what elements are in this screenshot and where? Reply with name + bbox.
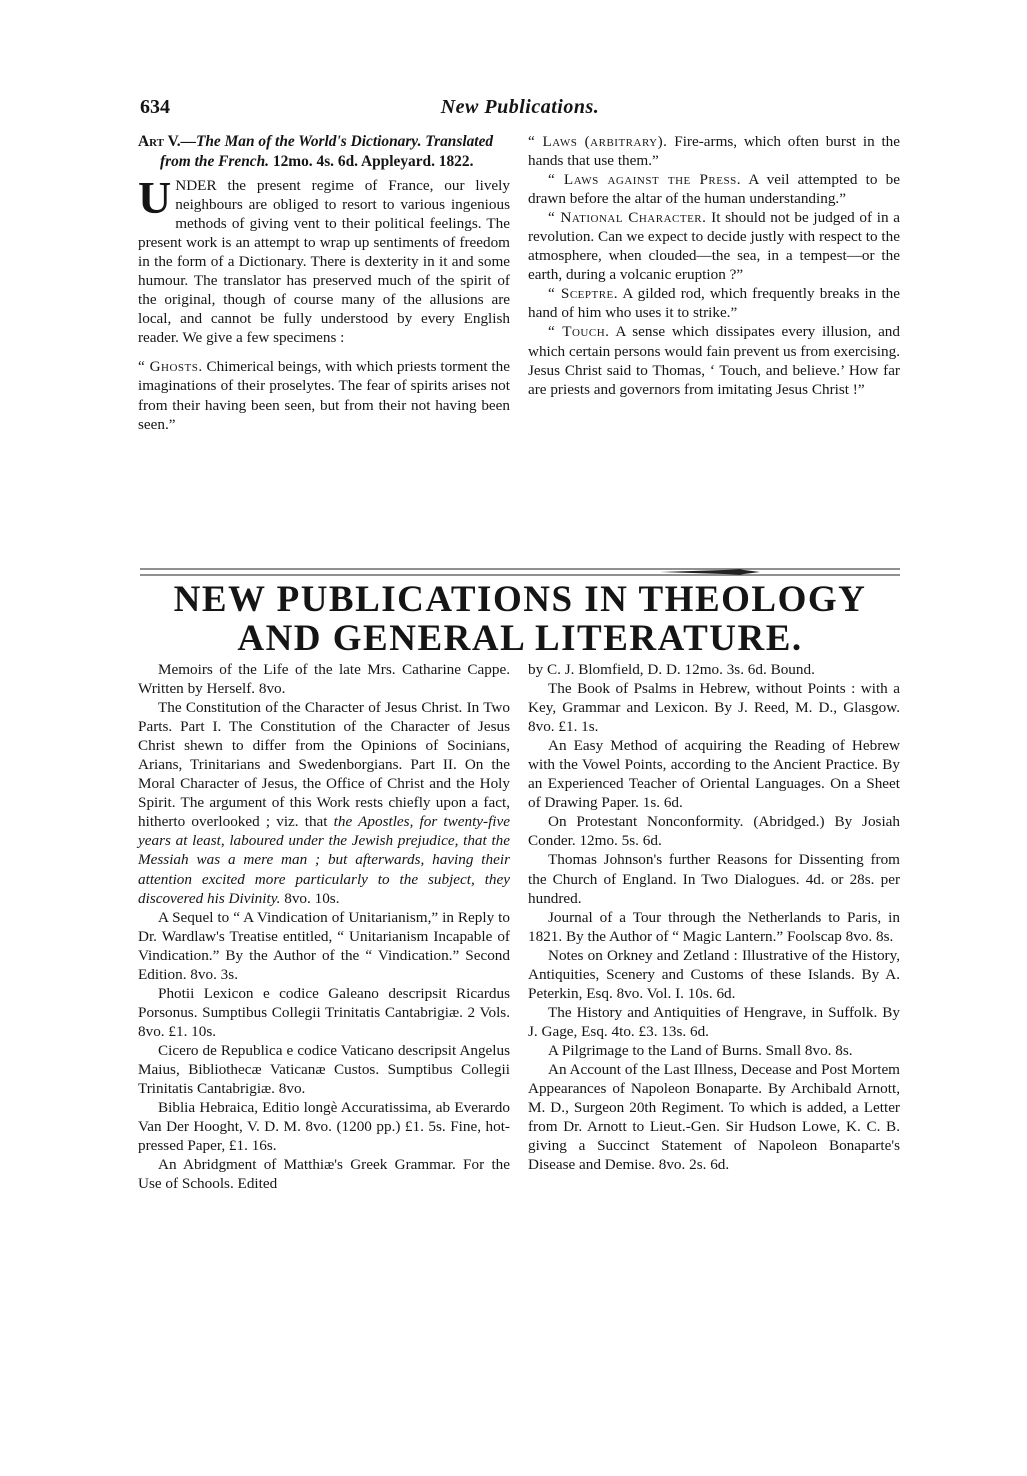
publication-text: Biblia Hebraica, Editio longè Accuratissima, ab Everardo Van Der Hooght, V. D. M. 8vo. (1200 pp.) £1. 5s. Fine, hot-pressed Paper, £1. 16s.	[138, 1099, 510, 1155]
publication-continuation: by C. J. Blomfield, D. D. 12mo. 3s. 6d. Bound.	[528, 661, 815, 678]
specimen-entry	[528, 208, 900, 284]
publications-column-right	[528, 660, 900, 1174]
specimen-entry	[528, 284, 900, 322]
publication-text: Photii Lexicon e codice Galeano descripsit Ricardus Porsonus. Sumptibus Collegii Trinitatis Cantabrigiæ. 2 Vols. 8vo. £1. 10s.	[138, 984, 510, 1040]
specimen-entry	[528, 322, 900, 398]
article-title: The Man of the World's Dictionary. Translated from the French.	[160, 133, 494, 170]
specimen-term: “ Touch.	[548, 323, 610, 341]
publication-entry	[138, 698, 510, 908]
publication-entry: Thomas Johnson's further Reasons for Dissenting from the Church of England. In Two Dialogues. 4d. or 28s. per hundred.	[528, 851, 900, 907]
specimen-text: Chimerical beings, with which priests torment the imaginations of their proselytes. The fear of spirits arises not from their having been seen, but from their not having been seen.”	[138, 358, 510, 433]
intro-text: the present regime of France, our lively neighbours are obliged to resort to various ingenious methods of giving vent to their political feelings. The present work is an attempt to wrap up sentiments of freedom in the form of a Dictionary. There is dexterity in it and some humour. The translator has preserved much of the spirit of the original, though of course many of the allusions are local, and cannot be fully understood by every English reader. We give a few specimens :	[138, 177, 510, 347]
article-number: Art V.—	[138, 133, 196, 150]
publication-entry: An Easy Method of acquiring the Reading of Hebrew with the Vowel Points, according to the Ancient Practice. By an Experienced Teacher of Oriental Languages. On a Sheet of Drawing Paper. 1s. 6d.	[528, 737, 900, 812]
publication-italic-text: the Apostles, for twenty-five years at least, laboured under the Jewish prejudice, that the Messiah was a mere man ; but afterwards, having their attention excited more particularly to the subject, they discovered his Divinity.	[138, 813, 511, 907]
publication-entry: A Pilgrimage to the Land of Burns. Small 8vo. 8s.	[548, 1041, 853, 1059]
specimen-entry	[138, 357, 510, 433]
publication-entry: The Book of Psalms in Hebrew, without Points : with a Key, Grammar and Lexicon. By J. Reed, M. D., Glasgow. 8vo. £1. 1s.	[528, 680, 900, 736]
review-column-right	[528, 132, 900, 399]
publication-text: The Constitution of the Character of Jesus Christ. In Two Parts. Part I. The Constitution of the Character of Jesus Christ shewn to differ from the Opinions of Socinians, Arians, Trinitarians and Swedenborgians. Part II. On the Moral Character of Jesus, the Office of Christ and the Holy Spirit. The argument of this Work rests chiefly upon a fact, hitherto overlooked ; viz. that	[138, 699, 510, 831]
publication-entry	[138, 1041, 510, 1098]
publication-entry	[138, 1098, 510, 1155]
specimen-term: “ Laws against the Press.	[548, 171, 741, 189]
specimen-text: A gilded rod, which frequently breaks in the hand of him who uses it to strike.”	[528, 285, 901, 322]
publication-entry: The History and Antiquities of Hengrave, in Suffolk. By J. Gage, Esq. 4to. £3. 13s. 6d.	[528, 1003, 900, 1040]
review-intro	[138, 172, 510, 347]
publication-entry	[138, 1155, 510, 1193]
specimen-term: “ National Character.	[548, 209, 707, 227]
publication-entry: An Account of the Last Illness, Decease and Post Mortem Appearances of Napoleon Bonaparte. By Archibald Arnott, M. D., Surgeon 20th Regiment. To which is added, a Letter from Dr. Arnott to Lieut.-Gen. Sir Hudson Lowe, K. C. B. giving a Succinct Statement of Napoleon Bonaparte's Disease and Demise. 8vo. 2s. 6d.	[528, 1060, 900, 1174]
publications-column-left	[138, 660, 510, 1193]
specimen-text: It should not be judged of in a revolution. Can we expect to decide justly with respect to the atmosphere, when clouded—the sea, in a tempest—or the earth, during a volcanic eruption ?”	[528, 209, 900, 284]
specimen-term: “ Ghosts.	[138, 358, 203, 376]
page-number: 634	[140, 96, 170, 118]
intro-first-word: NDER	[175, 177, 217, 194]
drop-cap: U	[138, 172, 172, 223]
page-header	[140, 96, 900, 126]
publication-entry	[138, 908, 510, 984]
specimen-entry	[528, 132, 900, 170]
specimen-text: A veil attempted to be drawn before the altar of the human understanding.”	[528, 171, 900, 208]
publication-text: Cicero de Republica e codice Vaticano descripsit Angelus Maius, Bibliothecæ Vaticanæ Custos. Sumptibus Collegii Trinitatis Cantabrigiæ. 8vo.	[138, 1041, 510, 1098]
specimen-entry	[528, 170, 900, 208]
specimen-text: A sense which dissipates every illusion, and which certain persons would fain prevent us from exercising. Jesus Christ said to Thomas, ‘ Touch, and believe.’ How far are priests and governors from imitating Jesus Christ !”	[528, 323, 900, 398]
publication-text: An Abridgment of Matthiæ's Greek Grammar. For the Use of Schools. Edited	[138, 1156, 510, 1193]
specimen-term: “ Sceptre.	[548, 285, 619, 303]
publication-entry	[138, 660, 510, 698]
review-column-left	[138, 132, 510, 434]
ornament-icon	[660, 570, 760, 575]
publication-text: A Sequel to “ A Vindication of Unitarianism,” in Reply to Dr. Wardlaw's Treatise entitled, “ Unitarianism Incapable of Vindication.” By the Author of the “ Vindication.” Second Edition. 8vo. 3s.	[138, 908, 510, 983]
section-title: NEW PUBLICATIONS IN THEOLOGY AND GENERAL LITERATURE.	[173, 579, 867, 659]
article-details: 12mo. 4s. 6d. Appleyard. 1822.	[272, 152, 474, 170]
running-head: New Publications.	[440, 96, 600, 118]
publication-entry: On Protestant Nonconformity. (Abridged.) By Josiah Conder. 12mo. 5s. 6d.	[528, 813, 900, 850]
specimen-text: Fire-arms, which often burst in the hands that use them.”	[528, 133, 900, 170]
publication-entry: Notes on Orkney and Zetland : Illustrative of the History, Antiquities, Scenery and Customs of these Islands. By A. Peterkin, Esq. 8vo. Vol. I. 10s. 6d.	[528, 946, 900, 1002]
publication-entry: Journal of a Tour through the Netherlands to Paris, in 1821. By the Author of “ Magic Lantern.” Foolscap 8vo. 8s.	[528, 908, 900, 945]
publication-tail: 8vo. 10s.	[280, 889, 340, 907]
publication-text: Memoirs of the Life of the late Mrs. Catharine Cappe. Written by Herself. 8vo.	[138, 661, 510, 698]
section-divider	[140, 566, 900, 578]
specimen-term: “ Laws (arbitrary).	[528, 133, 668, 150]
article-heading	[138, 132, 510, 171]
publication-entry	[138, 984, 510, 1041]
